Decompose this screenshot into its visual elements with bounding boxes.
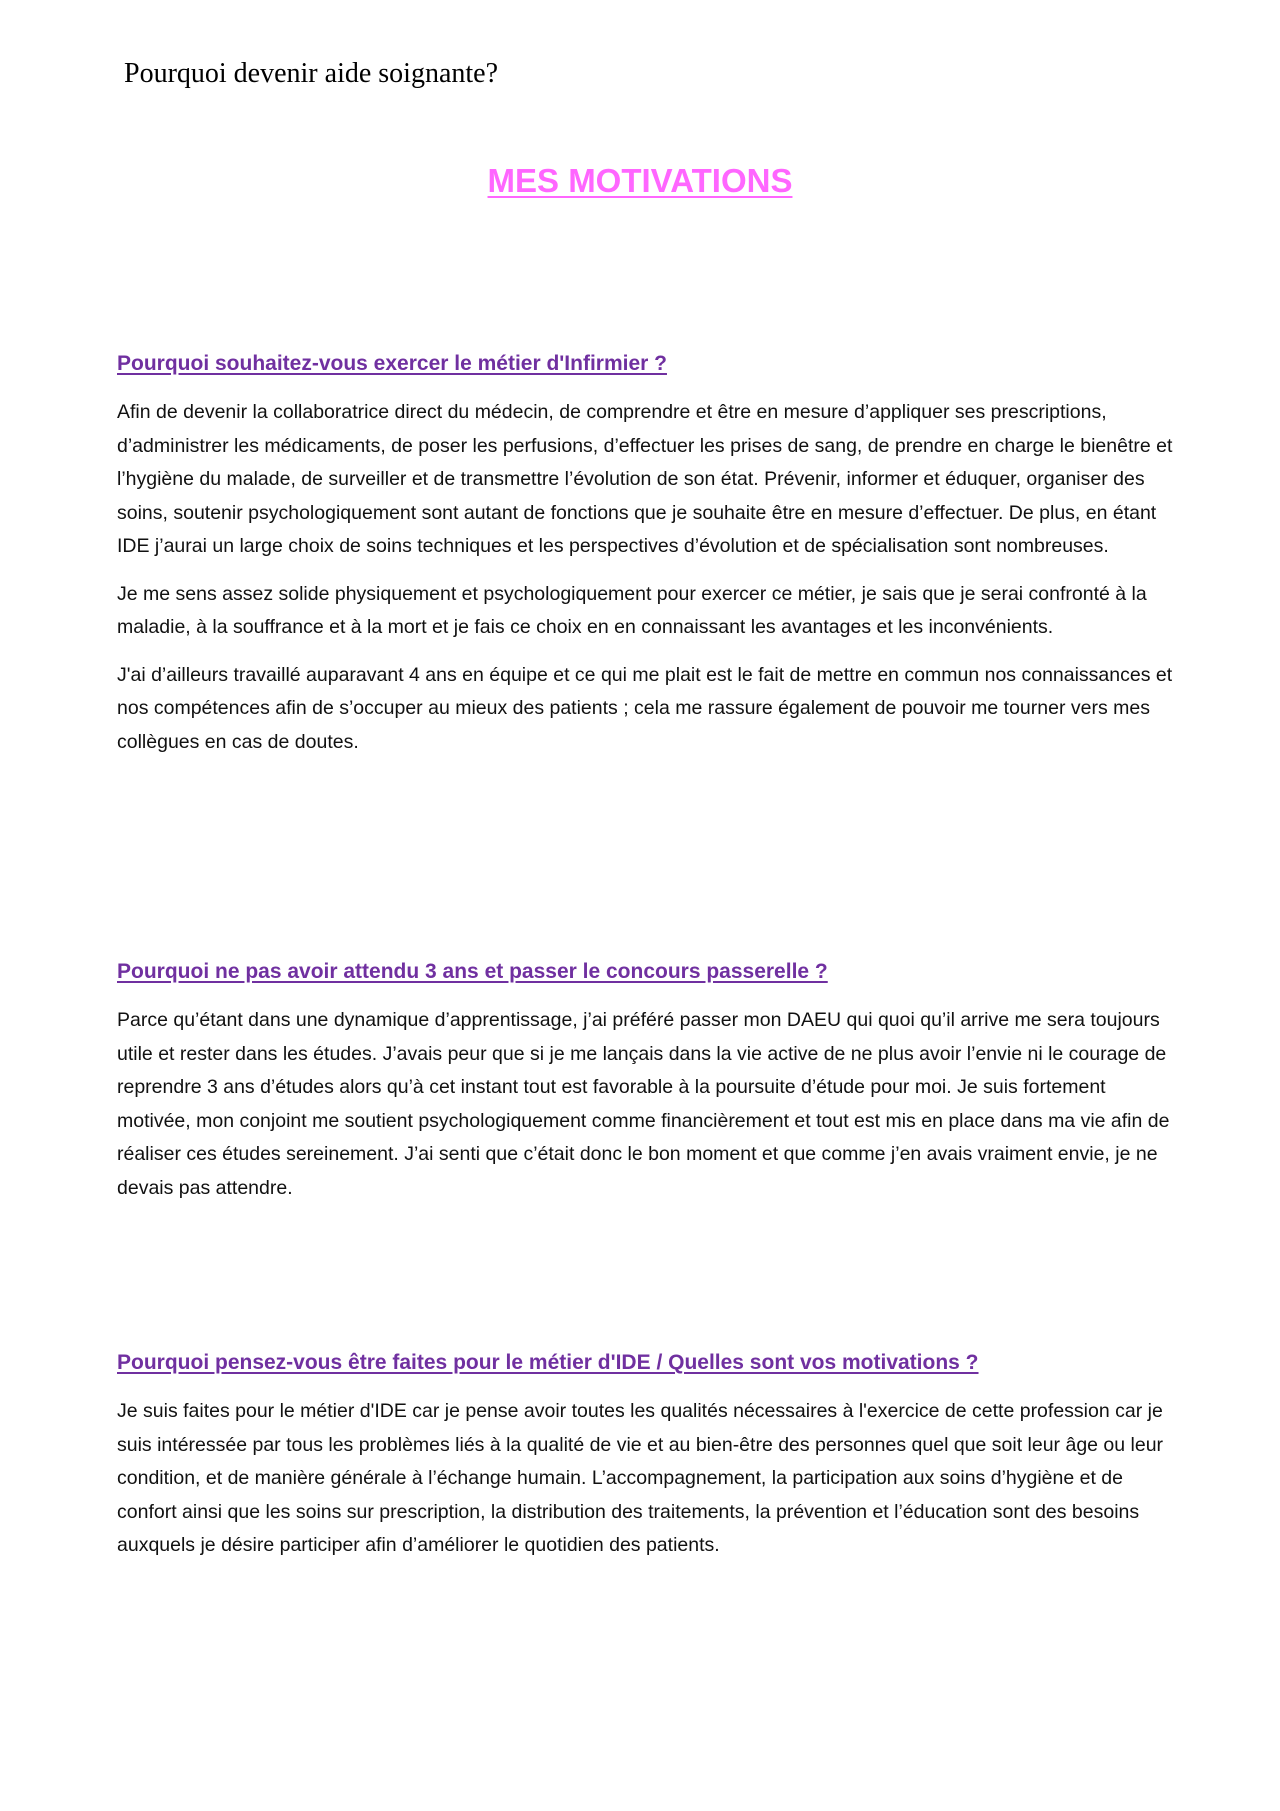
section-infirmier	[117, 350, 1177, 773]
section-heading: Pourquoi pensez-vous être faites pour le métier d'IDE / Quelles sont vos motivations ?	[117, 1351, 979, 1374]
section-heading: Pourquoi souhaitez-vous exercer le métier d'Infirmier ?	[117, 352, 667, 375]
section-heading: Pourquoi ne pas avoir attendu 3 ans et passer le concours passerelle ?	[117, 960, 828, 983]
section-paragraph: J'ai d’ailleurs travaillé auparavant 4 ans en équipe et ce qui me plait est le fait de mettre en commun nos connaissances et nos compétences afin de s’occuper au mieux des patients ; cela me rassure également de pouvoir me tourner vers mes collègues en cas de doutes.	[117, 663, 1173, 753]
section-concours-passerelle	[117, 958, 1177, 1219]
section-paragraph: Je me sens assez solide physiquement et psychologiquement pour exercer ce métier, je sais que je serai confronté à la maladie, à la souffrance et à la mort et je fais ce choix en en connaissant les avantages et les inconvénients.	[117, 582, 1147, 638]
main-heading: MES MOTIVATIONS	[487, 162, 793, 199]
section-paragraph: Parce qu’étant dans une dynamique d’apprentissage, j’ai préféré passer mon DAEU qui quoi qu’il arrive me sera toujours utile et rester dans les études. J’avais peur que si je me lançais dans la vie active de ne plus avoir l’envie ni le courage de reprendre 3 ans d’études alors qu’à cet instant tout est favorable à la poursuite d’étude pour moi. Je suis fortement motivée, mon conjoint me soutient psychologiquement comme financièrement et tout est mis en place dans ma vie afin de réaliser ces études sereinement. J’ai senti que c’était donc le bon moment et que comme j’en avais vraiment envie, je ne devais pas attendre.	[117, 1009, 1170, 1199]
section-paragraph: Afin de devenir la collaboratrice direct du médecin, de comprendre et être en mesure d’appliquer ses prescriptions, d’administrer les médicaments, de poser les perfusions, d’effectuer les prises de sang, de prendre en charge le bienêtre et l’hygiène du malade, de surveiller et de transmettre l’évolution de son état. Prévenir, informer et éduquer, organiser des soins, soutenir psychologiquement sont autant de fonctions que je souhaite être en mesure d’effectuer. De plus, en étant IDE j’aurai un large choix de soins techniques et les perspectives d’évolution et de spécialisation sont nombreuses.	[117, 401, 1173, 557]
document-title: Pourquoi devenir aide soignante?	[124, 58, 499, 89]
section-motivations-ide	[117, 1349, 1177, 1577]
section-paragraph: Je suis faites pour le métier d'IDE car je pense avoir toutes les qualités nécessaires à l'exercice de cette profession car je suis intéressée par tous les problèmes liés à la qualité de vie et au bien-être des personnes quel que soit leur âge ou leur condition, et de manière générale à l’échange humain. L’accompagnement, la participation aux soins d’hygiène et de confort ainsi que les soins sur prescription, la distribution des traitements, la prévention et l’éducation sont des besoins auxquels je désire participer afin d’améliorer le quotidien des patients.	[117, 1400, 1164, 1556]
